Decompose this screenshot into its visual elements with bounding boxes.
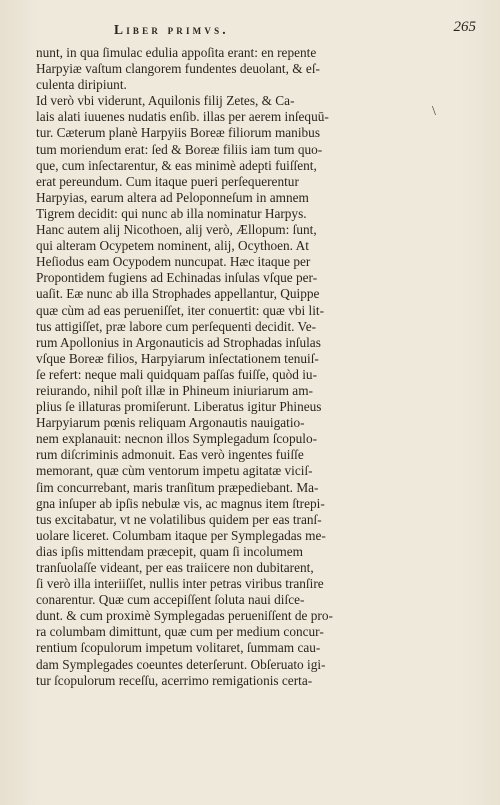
text-line: ſi verò illa interiiſſet, nullis inter petras viribus tranſire xyxy=(36,576,324,592)
text-line: nunt, in qua ſimulac edulia appoſita erant: en repente xyxy=(36,45,317,60)
text-line: tur ſcopulorum receſſu, acerrimo remigationis certa- xyxy=(36,672,313,688)
text-line: que, cum inſectarentur, & eas minimè adepti fuiſſent, xyxy=(36,157,317,173)
text-line: dunt. & cum proximè Symplegadas perueniſſent de pro- xyxy=(36,608,333,624)
text-line: Harpyiæ vaſtum clangorem fundentes deuolant, & eſ- xyxy=(36,61,320,77)
text-line: rentium ſcopulorum impetum volitaret, ſummam cau- xyxy=(36,640,321,656)
text-line: Harpyias, earum altera ad Peloponneſum in amnem xyxy=(36,189,309,205)
text-line: ſim concurrebant, maris tranſitum præpediebant. Ma- xyxy=(36,479,319,495)
text-line: uolare liceret. Columbam itaque per Symplegadas me- xyxy=(36,527,326,543)
text-line: erat pereundum. Cum itaque pueri perſequerentur xyxy=(36,173,299,189)
text-line: tus excitabatur, vt ne volatilibus quidem per eas tranſ- xyxy=(36,511,322,527)
running-title: Liber primvs. xyxy=(114,22,229,37)
text-line: Hanc autem alij Nicothoen, alij verò, Ællopum: ſunt, xyxy=(36,222,317,238)
text-line: memorant, quæ cùm ventorum impetu agitatæ viciſ- xyxy=(36,463,313,479)
text-line: rum diſcriminis admonuit. Eas verò ingentes fuiſſe xyxy=(36,447,304,463)
text-line: gna inſuper ab ipſis nebulæ vis, ac magnus item ſtrepi- xyxy=(36,495,325,511)
text-line: ra columbam dimittunt, quæ cum per medium concur- xyxy=(36,624,324,640)
text-line: dias ipſis mittendam præcepit, quam ſi incolumem xyxy=(36,543,304,559)
text-line: uaſit. Eæ nunc ab illa Strophades appellantur, Quippe xyxy=(36,286,320,302)
text-line: ſe refert: neque mali quidquam paſſas fuiſſe, quòd iu- xyxy=(36,366,317,382)
text-line: Heſiodus eam Ocypodem nuncupat. Hæc itaque per xyxy=(36,254,311,270)
text-line: plius ſe illaturas promiſerunt. Liberatus igitur Phineus xyxy=(36,399,322,415)
text-line: Harpyiarum pœnis reliquam Argonautis nauigatio- xyxy=(36,415,305,431)
text-line: conarentur. Quæ cum accepiſſent ſoluta naui diſce- xyxy=(36,592,305,608)
text-line: qui alteram Ocypetem nominent, alij, Ocythoen. At xyxy=(36,238,309,254)
text-line: dam Symplegades coeuntes deterſerunt. Obſeruato igi- xyxy=(36,656,326,672)
body-text xyxy=(36,45,440,689)
page-header xyxy=(36,16,476,42)
text-line: tranſuolaſſe videant, per eas traiicere non dubitarent, xyxy=(36,560,314,575)
text-line: tur. Cæterum planè Harpyiis Boreæ filiorum manibus xyxy=(36,125,320,141)
text-line: quæ cùm ad eas perueniſſet, iter conuertit: quæ vbi lit- xyxy=(36,302,325,318)
text-line: Tigrem decidit: qui nunc ab illa nominatur Harpys. xyxy=(36,205,307,221)
text-line: nem explanauit: necnon illos Symplegadum ſcopulo- xyxy=(36,431,318,447)
text-line: rum Apollonius in Argonauticis ad Strophadas inſulas xyxy=(36,334,321,350)
page-number: 265 xyxy=(453,19,476,35)
text-line: reiurando, nihil poſt illæ in Phineum iniuriarum am- xyxy=(36,382,313,398)
text-line: culenta diripiunt. xyxy=(36,77,127,93)
text-line: Id verò vbi viderunt, Aquilonis filij Zetes, & Ca- xyxy=(36,93,295,109)
margin-mark: \ xyxy=(432,104,436,119)
text-line: vſque Boreæ filios, Harpyiarum inſectationem tenuiſ- xyxy=(36,350,319,366)
text-line: lais alati iuuenes nudatis enſib. illas per aerem inſequū- xyxy=(36,109,329,125)
text-line: tum moriendum erat: ſed & Boreæ filiis iam tum quo- xyxy=(36,141,323,157)
text-line: Propontidem fugiens ad Echinadas inſulas vſque per- xyxy=(36,270,318,286)
text-line: tus attigiſſet, præ labore cum perſequenti decidit. Ve- xyxy=(36,318,317,334)
